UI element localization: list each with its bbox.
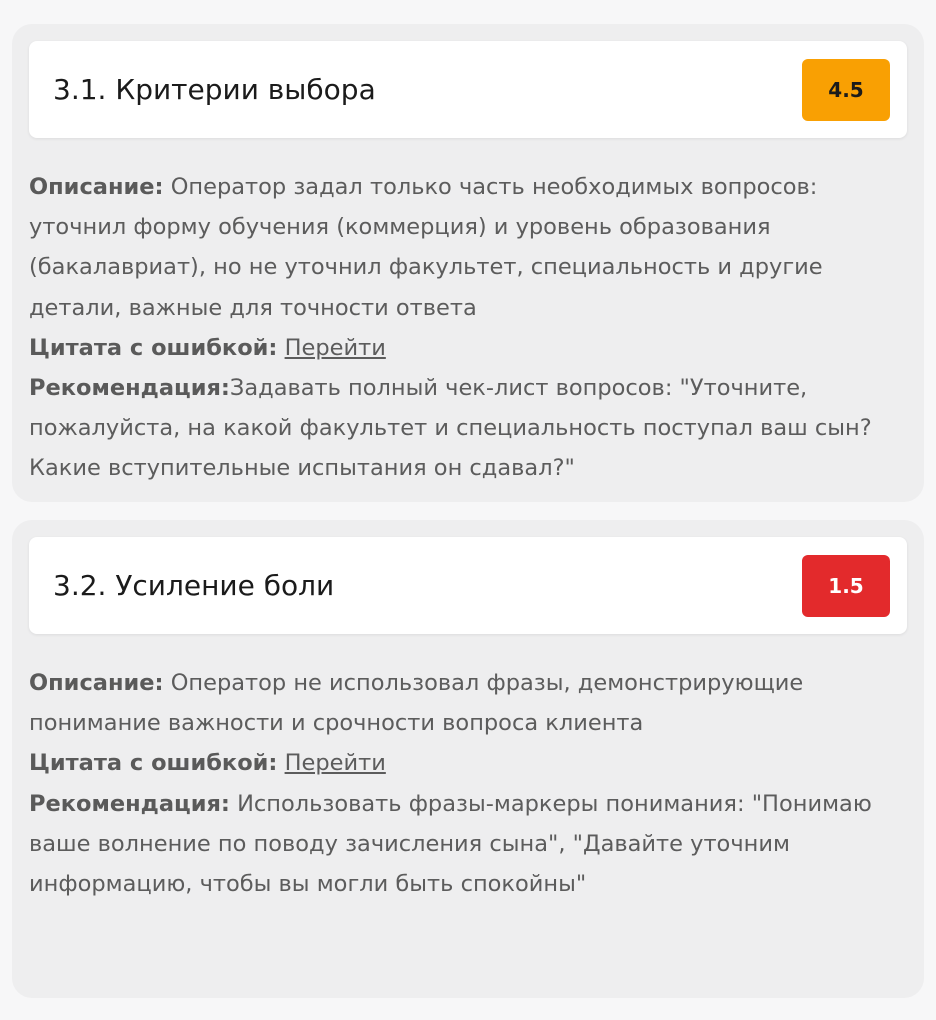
recommendation-paragraph xyxy=(29,784,909,905)
criterion-header xyxy=(29,41,907,138)
recommendation-text: Использовать фразы-маркеры понимания: "Понимаю ваше волнение по поводу зачисления сына", "Давайте уточним информацию, чтобы вы могли быть спокойны" xyxy=(29,790,872,898)
recommendation-label: Рекомендация: xyxy=(29,375,230,402)
criterion-card xyxy=(12,520,924,998)
criterion-card xyxy=(12,24,924,502)
description-label: Описание: xyxy=(29,670,164,696)
description-label: Описание: xyxy=(29,174,164,200)
criterion-title: 3.2. Усиление боли xyxy=(53,569,335,602)
quote-link[interactable]: Перейти xyxy=(284,334,386,361)
score-badge: 1.5 xyxy=(802,555,890,617)
description-text: Оператор задал только часть необходимых вопросов: уточнил форму обучения (коммерция) и уровень образования (бакалавриат), но не уточнил факультет, специальность и другие детали, важные для точности ответа xyxy=(29,174,823,321)
score-badge: 4.5 xyxy=(802,59,890,121)
quote-paragraph xyxy=(29,328,909,368)
criterion-title: 3.1. Критерии выбора xyxy=(53,73,376,106)
description-paragraph xyxy=(29,663,909,743)
criterion-body xyxy=(29,167,909,489)
recommendation-paragraph xyxy=(29,368,909,489)
quote-label: Цитата с ошибкой: xyxy=(29,334,278,361)
recommendation-label: Рекомендация: xyxy=(29,790,230,817)
description-text: Оператор не использовал фразы, демонстрирующие понимание важности и срочности вопроса клиента xyxy=(29,670,804,737)
criterion-body xyxy=(29,663,909,904)
criterion-header xyxy=(29,537,907,634)
description-paragraph xyxy=(29,167,909,328)
quote-label: Цитата с ошибкой: xyxy=(29,750,278,777)
quote-paragraph xyxy=(29,743,909,783)
recommendation-text: Задавать полный чек-лист вопросов: "Уточните, пожалуйста, на какой факультет и специальность поступал ваш сын? Какие вступительные испытания он сдавал?" xyxy=(29,375,872,482)
quote-link[interactable]: Перейти xyxy=(284,750,386,777)
